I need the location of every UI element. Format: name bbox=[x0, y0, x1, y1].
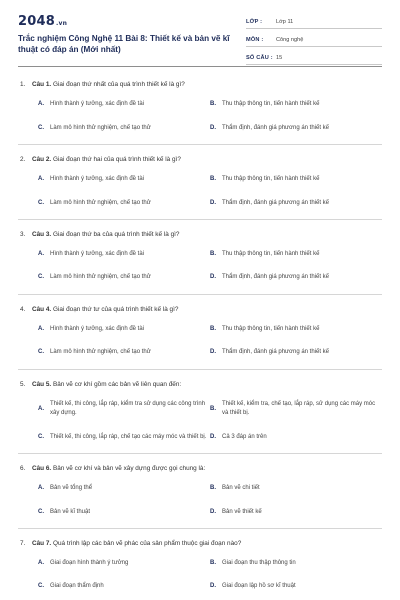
logo-tld: .vn bbox=[55, 20, 68, 27]
option-text: Bản vẽ chi tiết bbox=[222, 485, 260, 492]
question-text bbox=[32, 381, 181, 389]
answer-option[interactable] bbox=[210, 325, 382, 334]
option-letter: C. bbox=[38, 433, 44, 440]
answer-options bbox=[18, 250, 382, 283]
answer-option[interactable] bbox=[210, 484, 382, 493]
option-text: Bản vẽ kĩ thuật bbox=[50, 508, 91, 515]
option-text: Làm mô hình thử nghiệm, chế tạo thử bbox=[50, 349, 151, 356]
question-text bbox=[32, 231, 179, 239]
option-text: Thiết kế, thi công, lắp ráp, kiểm tra sử dụng các công trình xây dựng. bbox=[50, 401, 206, 417]
question-body: Bản vẽ cơ khí và bản vẽ xây dựng được gọi chung là: bbox=[52, 464, 206, 472]
option-text: Giai đoạn lập hồ sơ kĩ thuật bbox=[222, 583, 296, 590]
meta-key: MÔN : bbox=[246, 37, 264, 43]
answer-option[interactable] bbox=[210, 433, 382, 442]
question-label: Câu 1. bbox=[32, 81, 52, 88]
option-letter: B. bbox=[210, 326, 216, 333]
question-item bbox=[18, 306, 382, 358]
meta-value: Lớp 11 bbox=[276, 19, 294, 25]
site-logo[interactable] bbox=[18, 14, 246, 29]
answer-option[interactable] bbox=[210, 273, 382, 282]
question-number: 5. bbox=[20, 380, 26, 388]
answer-option[interactable] bbox=[38, 508, 210, 517]
question-divider bbox=[18, 294, 382, 295]
question-divider bbox=[18, 528, 382, 529]
question-text bbox=[32, 540, 241, 548]
question-text bbox=[32, 306, 178, 314]
answer-option[interactable] bbox=[210, 100, 382, 109]
option-text: Làm mô hình thử nghiệm, chế tạo thử bbox=[50, 274, 151, 281]
option-letter: A. bbox=[38, 251, 44, 258]
question-number: 3. bbox=[20, 230, 26, 238]
answer-option[interactable] bbox=[38, 100, 210, 109]
option-text: Thu thập thông tin, tiến hành thiết kế bbox=[222, 326, 320, 333]
option-text: Thu thập thông tin, tiến hành thiết kế bbox=[222, 176, 320, 183]
option-letter: D. bbox=[210, 274, 216, 281]
answer-option[interactable] bbox=[38, 273, 210, 282]
meta-key: SỐ CÂU : bbox=[246, 55, 273, 61]
answer-option[interactable] bbox=[38, 582, 210, 591]
question-label: Câu 2. bbox=[32, 155, 52, 163]
option-letter: B. bbox=[210, 485, 216, 492]
option-text: Làm mô hình thử nghiệm, chế tạo thử bbox=[50, 199, 151, 206]
option-letter: D. bbox=[210, 508, 216, 515]
option-text: Hình thành ý tưởng, xác định đề tài bbox=[50, 326, 145, 333]
question-line bbox=[18, 381, 382, 389]
answer-options bbox=[18, 100, 382, 133]
option-text: Thẩm định, đánh giá phương án thiết kế bbox=[222, 199, 330, 206]
answer-option[interactable] bbox=[38, 433, 210, 442]
question-item bbox=[18, 465, 382, 517]
option-letter: D. bbox=[210, 433, 216, 440]
question-label: Câu 4. bbox=[32, 305, 52, 313]
option-text: Giai đoạn thu thập thông tin bbox=[222, 560, 296, 567]
answer-option[interactable] bbox=[210, 508, 382, 517]
question-line bbox=[18, 306, 382, 314]
meta-info bbox=[246, 16, 382, 64]
answer-options bbox=[18, 484, 382, 517]
answer-option[interactable] bbox=[210, 175, 382, 184]
option-text: Bản vẽ thiết kế bbox=[222, 508, 262, 515]
meta-row-class bbox=[246, 16, 382, 29]
question-line bbox=[18, 231, 382, 239]
logo-main: 2048 bbox=[18, 14, 55, 29]
answer-option[interactable] bbox=[210, 348, 382, 357]
option-letter: A. bbox=[38, 326, 44, 333]
page-title: Trắc nghiệm Công Nghệ 11 Bài 8: Thiết kế và bản vẽ kĩ thuật có đáp án (Mới nhất) bbox=[18, 34, 230, 55]
question-number: 2. bbox=[20, 155, 26, 163]
answer-option[interactable] bbox=[38, 559, 210, 568]
answer-option[interactable] bbox=[38, 199, 210, 208]
question-item bbox=[18, 381, 382, 442]
question-label: Câu 6. bbox=[32, 464, 52, 472]
answer-option[interactable] bbox=[210, 250, 382, 259]
question-line bbox=[18, 540, 382, 548]
option-letter: D. bbox=[210, 349, 216, 356]
answer-option[interactable] bbox=[38, 124, 210, 133]
option-letter: C. bbox=[38, 349, 44, 356]
answer-option[interactable] bbox=[210, 582, 382, 591]
option-text: Bản vẽ tổng thể bbox=[50, 485, 93, 492]
option-letter: C. bbox=[38, 199, 44, 206]
answer-option[interactable] bbox=[38, 484, 210, 493]
question-label: Câu 3. bbox=[32, 230, 52, 238]
option-letter: B. bbox=[210, 251, 216, 258]
question-item bbox=[18, 156, 382, 208]
question-text bbox=[32, 156, 181, 164]
option-letter: D. bbox=[210, 199, 216, 206]
option-text: Hình thành ý tưởng, xác định đề tài bbox=[50, 251, 145, 258]
question-text bbox=[32, 81, 185, 89]
option-letter: C. bbox=[38, 508, 44, 515]
question-text bbox=[32, 465, 205, 473]
question-line bbox=[18, 465, 382, 473]
option-letter: B. bbox=[210, 101, 216, 108]
option-letter: A. bbox=[38, 485, 44, 492]
question-line bbox=[18, 81, 382, 89]
option-letter: C. bbox=[38, 274, 44, 281]
option-text: Làm mô hình thử nghiệm, chế tạo thử bbox=[50, 124, 151, 131]
answer-options bbox=[18, 325, 382, 358]
option-text: Hình thành ý tưởng, xác định đề tài bbox=[50, 101, 145, 108]
option-text: Thẩm định, đánh giá phương án thiết kế bbox=[222, 274, 330, 281]
meta-value: Công nghệ bbox=[276, 37, 304, 43]
option-text: Thu thập thông tin, tiến hành thiết kế bbox=[222, 101, 320, 108]
question-divider bbox=[18, 144, 382, 145]
answer-options bbox=[18, 175, 382, 208]
option-letter: B. bbox=[210, 560, 216, 567]
question-divider bbox=[18, 453, 382, 454]
answer-options bbox=[18, 400, 382, 442]
answer-option[interactable] bbox=[38, 400, 210, 419]
answer-option[interactable] bbox=[38, 348, 210, 357]
option-text: Hình thành ý tưởng, xác định đề tài bbox=[50, 176, 145, 183]
answer-option[interactable] bbox=[210, 559, 382, 568]
answer-option[interactable] bbox=[210, 400, 382, 419]
answer-option[interactable] bbox=[38, 250, 210, 259]
question-list bbox=[18, 67, 382, 592]
question-label: Câu 7. bbox=[32, 539, 52, 547]
option-letter: A. bbox=[38, 560, 44, 567]
question-number: 4. bbox=[20, 305, 26, 313]
meta-row-subject bbox=[246, 34, 382, 47]
question-divider bbox=[18, 219, 382, 220]
option-text: Thiết kế, kiểm tra, chế tạo, lắp ráp, sử dụng các máy móc và thiết bị. bbox=[222, 401, 376, 417]
question-item bbox=[18, 231, 382, 283]
answer-option[interactable] bbox=[38, 175, 210, 184]
option-letter: D. bbox=[210, 124, 216, 131]
question-body: Bản vẽ cơ khí gồm các bản vẽ liên quan đến: bbox=[52, 380, 182, 388]
option-text: Thẩm định, đánh giá phương án thiết kế bbox=[222, 124, 330, 131]
question-item bbox=[18, 81, 382, 133]
question-body: Quá trình lập các bản vẽ phác của sản phẩm thuộc giai đoạn nào? bbox=[52, 539, 242, 547]
option-letter: B. bbox=[210, 405, 216, 412]
question-body: Giai đoạn thứ tư của quá trình thiết kế là gì? bbox=[52, 305, 179, 313]
option-text: Thẩm định, đánh giá phương án thiết kế bbox=[222, 349, 330, 356]
question-body: Giai đoạn thứ hai của quá trình thiết kế là gì? bbox=[52, 155, 181, 163]
header-left bbox=[18, 14, 246, 64]
question-number: 7. bbox=[20, 539, 26, 547]
option-text: Thiết kế, thi công, lắp ráp, chế tạo các máy móc và thiết bị. bbox=[50, 433, 207, 440]
option-letter: B. bbox=[210, 176, 216, 183]
option-text: Giai đoạn thẩm định bbox=[50, 583, 104, 590]
question-divider bbox=[18, 369, 382, 370]
meta-key: LỚP : bbox=[246, 19, 263, 25]
question-number: 1. bbox=[20, 81, 26, 88]
question-body: Giai đoạn thứ nhất của quá trình thiết kế là gì? bbox=[52, 81, 185, 88]
answer-option[interactable] bbox=[38, 325, 210, 334]
option-letter: A. bbox=[38, 101, 44, 108]
meta-value: 15 bbox=[276, 55, 283, 61]
question-label: Câu 5. bbox=[32, 380, 52, 388]
option-letter: A. bbox=[38, 176, 44, 183]
question-number: 6. bbox=[20, 464, 26, 472]
question-line bbox=[18, 156, 382, 164]
option-letter: D. bbox=[210, 583, 216, 590]
option-letter: A. bbox=[38, 405, 44, 412]
option-text: Giai đoạn hình thành ý tưởng bbox=[50, 560, 129, 567]
option-letter: C. bbox=[38, 583, 44, 590]
answer-option[interactable] bbox=[210, 199, 382, 208]
page-header bbox=[18, 0, 382, 64]
option-letter: C. bbox=[38, 124, 44, 131]
option-text: Cả 3 đáp án trên bbox=[222, 433, 267, 440]
answer-options bbox=[18, 559, 382, 592]
meta-row-count bbox=[246, 52, 382, 65]
option-text: Thu thập thông tin, tiến hành thiết kế bbox=[222, 251, 320, 258]
question-body: Giai đoạn thứ ba của quá trình thiết kế là gì? bbox=[52, 230, 180, 238]
answer-option[interactable] bbox=[210, 124, 382, 133]
question-item bbox=[18, 540, 382, 592]
